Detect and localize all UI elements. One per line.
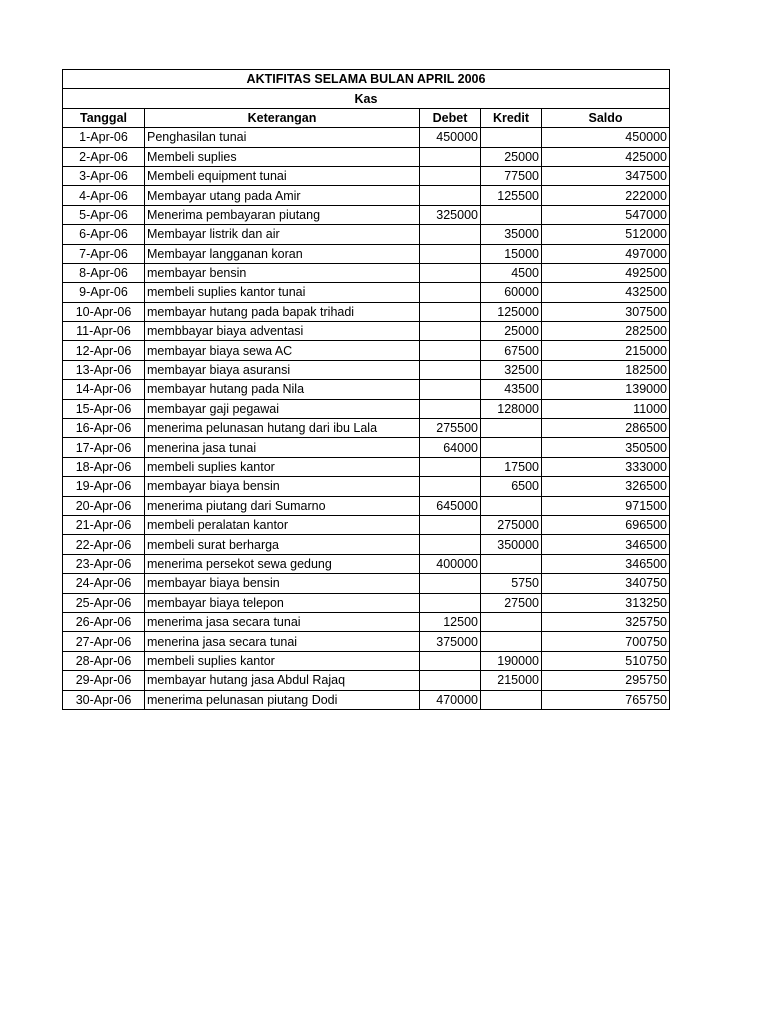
- cell-kredit: 275000: [481, 515, 542, 534]
- cell-debet: [420, 671, 481, 690]
- cell-debet: [420, 477, 481, 496]
- table-row: [63, 399, 670, 418]
- cell-keterangan: membayar biaya bensin: [145, 574, 420, 593]
- cell-saldo: 450000: [542, 128, 670, 147]
- cell-tanggal: 24-Apr-06: [63, 574, 145, 593]
- cell-keterangan: Membayar listrik dan air: [145, 225, 420, 244]
- cell-keterangan: Penghasilan tunai: [145, 128, 420, 147]
- cell-saldo: 510750: [542, 651, 670, 670]
- cell-saldo: 971500: [542, 496, 670, 515]
- cell-keterangan: membayar biaya telepon: [145, 593, 420, 612]
- cell-saldo: 432500: [542, 283, 670, 302]
- cell-kredit: [481, 690, 542, 709]
- cell-kredit: [481, 419, 542, 438]
- cell-debet: [420, 166, 481, 185]
- cell-debet: [420, 341, 481, 360]
- cell-tanggal: 2-Apr-06: [63, 147, 145, 166]
- cell-debet: [420, 360, 481, 379]
- table-row: [63, 166, 670, 185]
- cell-debet: [420, 244, 481, 263]
- cell-keterangan: membayar hutang pada Nila: [145, 380, 420, 399]
- cell-tanggal: 28-Apr-06: [63, 651, 145, 670]
- cell-kredit: 25000: [481, 147, 542, 166]
- table-row: [63, 477, 670, 496]
- table-row: [63, 457, 670, 476]
- cell-tanggal: 15-Apr-06: [63, 399, 145, 418]
- table-row: [63, 263, 670, 282]
- cell-debet: 12500: [420, 612, 481, 631]
- table-row: [63, 419, 670, 438]
- cell-kredit: [481, 496, 542, 515]
- table-row: [63, 128, 670, 147]
- table-row: [63, 341, 670, 360]
- ledger-body: [63, 128, 670, 710]
- cell-keterangan: membayar hutang pada bapak trihadi: [145, 302, 420, 321]
- table-row: [63, 574, 670, 593]
- cell-kredit: [481, 632, 542, 651]
- cell-debet: 325000: [420, 205, 481, 224]
- table-row: [63, 225, 670, 244]
- table-row: [63, 380, 670, 399]
- table-row: [63, 535, 670, 554]
- cell-saldo: 222000: [542, 186, 670, 205]
- cell-debet: 400000: [420, 554, 481, 573]
- cell-kredit: [481, 128, 542, 147]
- table-row: [63, 147, 670, 166]
- header-tanggal: Tanggal: [63, 108, 145, 127]
- cell-tanggal: 29-Apr-06: [63, 671, 145, 690]
- cell-saldo: 346500: [542, 535, 670, 554]
- cell-debet: [420, 263, 481, 282]
- cell-tanggal: 21-Apr-06: [63, 515, 145, 534]
- cell-saldo: 497000: [542, 244, 670, 263]
- cell-saldo: 765750: [542, 690, 670, 709]
- cell-keterangan: menerima pelunasan hutang dari ibu Lala: [145, 419, 420, 438]
- table-row: [63, 651, 670, 670]
- cell-tanggal: 8-Apr-06: [63, 263, 145, 282]
- cell-saldo: 700750: [542, 632, 670, 651]
- cell-debet: [420, 322, 481, 341]
- cell-saldo: 215000: [542, 341, 670, 360]
- cell-kredit: 5750: [481, 574, 542, 593]
- cell-keterangan: membeli suplies kantor: [145, 457, 420, 476]
- cell-keterangan: membeli peralatan kantor: [145, 515, 420, 534]
- cell-keterangan: menerina jasa tunai: [145, 438, 420, 457]
- cell-keterangan: menerima pelunasan piutang Dodi: [145, 690, 420, 709]
- cell-debet: [420, 574, 481, 593]
- cell-tanggal: 13-Apr-06: [63, 360, 145, 379]
- cell-kredit: 15000: [481, 244, 542, 263]
- cell-debet: 470000: [420, 690, 481, 709]
- title-row: [63, 70, 670, 89]
- cell-debet: 375000: [420, 632, 481, 651]
- subtitle-row: [63, 89, 670, 108]
- cell-keterangan: Membayar langganan koran: [145, 244, 420, 263]
- cell-saldo: 313250: [542, 593, 670, 612]
- table-row: [63, 515, 670, 534]
- table-row: [63, 322, 670, 341]
- cell-tanggal: 19-Apr-06: [63, 477, 145, 496]
- cell-kredit: 350000: [481, 535, 542, 554]
- cell-kredit: [481, 438, 542, 457]
- cell-saldo: 325750: [542, 612, 670, 631]
- cell-saldo: 286500: [542, 419, 670, 438]
- cell-debet: [420, 302, 481, 321]
- table-row: [63, 205, 670, 224]
- cell-keterangan: Membayar utang pada Amir: [145, 186, 420, 205]
- table-row: [63, 554, 670, 573]
- cell-keterangan: membayar biaya sewa AC: [145, 341, 420, 360]
- cell-keterangan: membbayar biaya adventasi: [145, 322, 420, 341]
- cell-debet: [420, 535, 481, 554]
- table-subtitle: Kas: [63, 89, 670, 108]
- cell-kredit: 67500: [481, 341, 542, 360]
- cell-tanggal: 1-Apr-06: [63, 128, 145, 147]
- cell-keterangan: menerima persekot sewa gedung: [145, 554, 420, 573]
- cell-kredit: 35000: [481, 225, 542, 244]
- cell-debet: [420, 399, 481, 418]
- cell-keterangan: membeli suplies kantor tunai: [145, 283, 420, 302]
- cell-debet: [420, 380, 481, 399]
- cell-tanggal: 30-Apr-06: [63, 690, 145, 709]
- cell-kredit: 125000: [481, 302, 542, 321]
- cell-debet: [420, 283, 481, 302]
- table-row: [63, 244, 670, 263]
- cell-tanggal: 25-Apr-06: [63, 593, 145, 612]
- table-row: [63, 302, 670, 321]
- cell-debet: [420, 651, 481, 670]
- cell-tanggal: 12-Apr-06: [63, 341, 145, 360]
- cell-tanggal: 22-Apr-06: [63, 535, 145, 554]
- cell-saldo: 333000: [542, 457, 670, 476]
- cell-saldo: 492500: [542, 263, 670, 282]
- cell-tanggal: 9-Apr-06: [63, 283, 145, 302]
- cell-tanggal: 26-Apr-06: [63, 612, 145, 631]
- cell-keterangan: menerina jasa secara tunai: [145, 632, 420, 651]
- cell-keterangan: membeli suplies kantor: [145, 651, 420, 670]
- cell-saldo: 340750: [542, 574, 670, 593]
- cell-keterangan: membayar hutang jasa Abdul Rajaq: [145, 671, 420, 690]
- cell-keterangan: membayar gaji pegawai: [145, 399, 420, 418]
- cell-debet: [420, 593, 481, 612]
- cell-kredit: 6500: [481, 477, 542, 496]
- cell-debet: 450000: [420, 128, 481, 147]
- cell-tanggal: 11-Apr-06: [63, 322, 145, 341]
- cell-tanggal: 4-Apr-06: [63, 186, 145, 205]
- cell-tanggal: 10-Apr-06: [63, 302, 145, 321]
- cell-kredit: 43500: [481, 380, 542, 399]
- cell-kredit: 125500: [481, 186, 542, 205]
- table-row: [63, 186, 670, 205]
- cell-saldo: 11000: [542, 399, 670, 418]
- cell-saldo: 512000: [542, 225, 670, 244]
- cell-tanggal: 27-Apr-06: [63, 632, 145, 651]
- header-kredit: Kredit: [481, 108, 542, 127]
- cell-keterangan: membayar biaya bensin: [145, 477, 420, 496]
- cell-saldo: 139000: [542, 380, 670, 399]
- cell-tanggal: 7-Apr-06: [63, 244, 145, 263]
- cell-tanggal: 18-Apr-06: [63, 457, 145, 476]
- cell-kredit: 190000: [481, 651, 542, 670]
- table-row: [63, 438, 670, 457]
- cell-kredit: 25000: [481, 322, 542, 341]
- cell-debet: [420, 457, 481, 476]
- table-row: [63, 612, 670, 631]
- cell-debet: 645000: [420, 496, 481, 515]
- cell-saldo: 282500: [542, 322, 670, 341]
- header-row: [63, 108, 670, 127]
- cell-keterangan: Menerima pembayaran piutang: [145, 205, 420, 224]
- cell-tanggal: 20-Apr-06: [63, 496, 145, 515]
- cell-saldo: 547000: [542, 205, 670, 224]
- cell-debet: 64000: [420, 438, 481, 457]
- table-row: [63, 671, 670, 690]
- cell-saldo: 295750: [542, 671, 670, 690]
- cell-kredit: 4500: [481, 263, 542, 282]
- table-row: [63, 593, 670, 612]
- cell-debet: [420, 147, 481, 166]
- cell-keterangan: Membeli suplies: [145, 147, 420, 166]
- cell-debet: [420, 515, 481, 534]
- cell-keterangan: menerima piutang dari Sumarno: [145, 496, 420, 515]
- cell-saldo: 326500: [542, 477, 670, 496]
- cell-tanggal: 14-Apr-06: [63, 380, 145, 399]
- cell-keterangan: membayar biaya asuransi: [145, 360, 420, 379]
- cell-saldo: 307500: [542, 302, 670, 321]
- table-title: AKTIFITAS SELAMA BULAN APRIL 2006: [63, 70, 670, 89]
- cell-keterangan: Membeli equipment tunai: [145, 166, 420, 185]
- header-keterangan: Keterangan: [145, 108, 420, 127]
- cell-tanggal: 23-Apr-06: [63, 554, 145, 573]
- cell-keterangan: membeli surat berharga: [145, 535, 420, 554]
- cell-saldo: 350500: [542, 438, 670, 457]
- header-debet: Debet: [420, 108, 481, 127]
- cell-saldo: 696500: [542, 515, 670, 534]
- table-row: [63, 496, 670, 515]
- cell-debet: [420, 225, 481, 244]
- cell-keterangan: menerima jasa secara tunai: [145, 612, 420, 631]
- cell-keterangan: membayar bensin: [145, 263, 420, 282]
- cell-kredit: 77500: [481, 166, 542, 185]
- cell-kredit: [481, 205, 542, 224]
- kas-ledger-table: [62, 69, 670, 710]
- cell-debet: [420, 186, 481, 205]
- cell-tanggal: 16-Apr-06: [63, 419, 145, 438]
- cell-tanggal: 6-Apr-06: [63, 225, 145, 244]
- header-saldo: Saldo: [542, 108, 670, 127]
- cell-kredit: 215000: [481, 671, 542, 690]
- cell-saldo: 182500: [542, 360, 670, 379]
- table-row: [63, 690, 670, 709]
- table-row: [63, 360, 670, 379]
- table-row: [63, 283, 670, 302]
- cell-kredit: 60000: [481, 283, 542, 302]
- cell-debet: 275500: [420, 419, 481, 438]
- cell-kredit: [481, 554, 542, 573]
- cell-saldo: 346500: [542, 554, 670, 573]
- cell-tanggal: 17-Apr-06: [63, 438, 145, 457]
- cell-saldo: 425000: [542, 147, 670, 166]
- cell-tanggal: 5-Apr-06: [63, 205, 145, 224]
- cell-kredit: [481, 612, 542, 631]
- cell-kredit: 17500: [481, 457, 542, 476]
- cell-kredit: 32500: [481, 360, 542, 379]
- cell-kredit: 27500: [481, 593, 542, 612]
- table-row: [63, 632, 670, 651]
- cell-saldo: 347500: [542, 166, 670, 185]
- cell-tanggal: 3-Apr-06: [63, 166, 145, 185]
- cell-kredit: 128000: [481, 399, 542, 418]
